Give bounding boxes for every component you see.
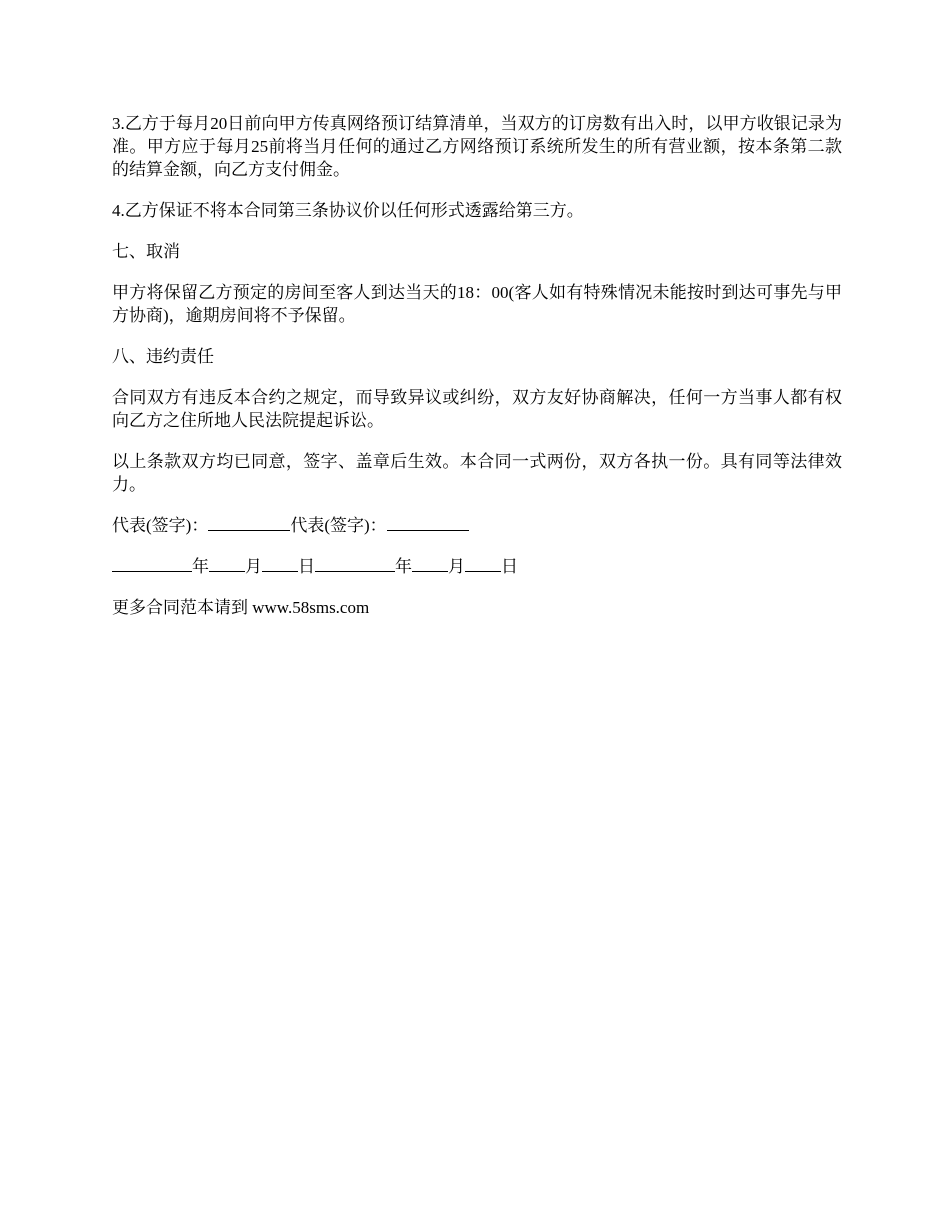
footer-text: 更多合同范本请到 www.58sms.com xyxy=(112,598,370,617)
month-label-a: 月 xyxy=(245,557,262,576)
signature-label-party-a: 代表(签字)： xyxy=(112,516,209,535)
month-blank-a xyxy=(209,555,245,572)
cancellation-paragraph: 甲方将保留乙方预定的房间至客人到达当天的18：00(客人如有特殊情况未能按时到达可事先与甲方协商)，逾期房间将不予保留。 xyxy=(112,283,842,325)
signature-blank-party-b xyxy=(387,514,469,531)
date-line xyxy=(112,555,842,578)
month-label-b: 月 xyxy=(448,557,465,576)
signature-label-party-b: 代表(签字)： xyxy=(290,516,387,535)
month-blank-b xyxy=(412,555,448,572)
effectiveness-paragraph: 以上条款双方均已同意，签字、盖章后生效。本合同一式两份，双方各执一份。具有同等法律效力。 xyxy=(112,452,842,494)
year-blank-b xyxy=(315,555,395,572)
day-label-b: 日 xyxy=(501,557,518,576)
year-blank-a xyxy=(112,555,192,572)
breach-paragraph: 合同双方有违反本合约之规定，而导致异议或纠纷，双方友好协商解决，任何一方当事人都有权向乙方之住所地人民法院提起诉讼。 xyxy=(112,388,842,430)
day-blank-b xyxy=(465,555,501,572)
signature-blank-party-a xyxy=(208,514,290,531)
section-7-heading: 七、取消 xyxy=(112,242,180,261)
signature-line xyxy=(112,514,842,537)
document-page xyxy=(112,112,842,637)
year-label-b: 年 xyxy=(395,557,412,576)
day-label-a: 日 xyxy=(298,557,315,576)
year-label-a: 年 xyxy=(192,557,209,576)
clause-4-paragraph: 4.乙方保证不将本合同第三条协议价以任何形式透露给第三方。 xyxy=(112,201,584,220)
section-8-heading: 八、违约责任 xyxy=(112,347,214,366)
clause-3-paragraph: 3.乙方于每月20日前向甲方传真网络预订结算清单，当双方的订房数有出入时，以甲方收银记录为准。甲方应于每月25前将当月任何的通过乙方网络预订系统所发生的所有营业额，按本条第二款的结算金额，向乙方支付佣金。 xyxy=(112,114,842,179)
day-blank-a xyxy=(262,555,298,572)
